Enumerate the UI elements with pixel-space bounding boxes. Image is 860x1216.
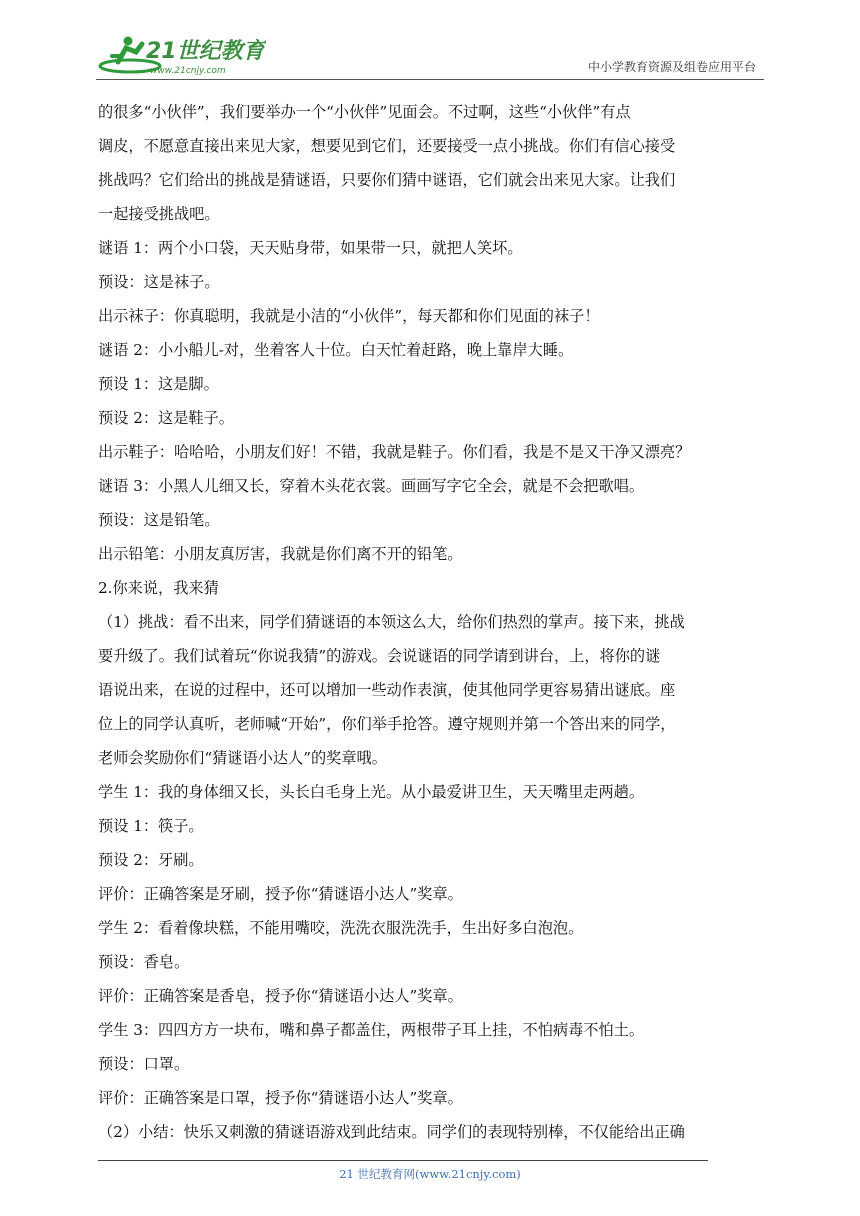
paragraph-line: 的很多“小伙伴”，我们要举办一个“小伙伴”见面会。不过啊，这些“小伙伴”有点 (98, 103, 631, 121)
paragraph-line: 评价：正确答案是口罩，授予你“猜谜语小达人”奖章。 (98, 1089, 463, 1107)
paragraph-line: 评价：正确答案是香皂，授予你“猜谜语小达人”奖章。 (98, 987, 463, 1005)
paragraph-line: （2）小结：快乐又刺激的猜谜语游戏到此结束。同学们的表现特别棒，不仅能给出正确 (98, 1123, 685, 1141)
paragraph-line: 2.你来说，我来猜 (98, 579, 219, 597)
paragraph-line: 评价：正确答案是牙刷，授予你“猜谜语小达人”奖章。 (98, 885, 463, 903)
paragraph-line: 预设 2：这是鞋子。 (98, 409, 234, 427)
header-divider (96, 79, 764, 80)
page-header (96, 28, 764, 80)
paragraph-line: 预设：这是袜子。 (98, 273, 220, 291)
footer-divider (98, 1160, 708, 1161)
footer-source: 21 世纪教育网(www.21cnjy.com) (339, 1167, 521, 1181)
paragraph-line: 一起接受挑战吧。 (98, 205, 220, 223)
paragraph-line: 老师会奖励你们“猜谜语小达人”的奖章哦。 (98, 749, 387, 767)
paragraph-line: 谜语 3：小黑人儿细又长，穿着木头花衣裳。画画写字它全会，就是不会把歌唱。 (98, 477, 645, 495)
paragraph-line: 预设 1：筷子。 (98, 817, 204, 835)
svg-text:21世纪教育: 21世纪教育 (146, 39, 265, 64)
paragraph-line: 位上的同学认真听，老师喊“开始”，你们举手抢答。遵守规则并第一个答出来的同学， (98, 715, 676, 733)
paragraph-line: 语说出来，在说的过程中，还可以增加一些动作表演，使其他同学更容易猜出谜底。座 (98, 681, 676, 699)
site-logo (96, 32, 266, 80)
paragraph-line: 谜语 2：小小船儿-对，坐着客人十位。白天忙着赶路，晚上靠岸大睡。 (98, 341, 574, 359)
paragraph-line: 学生 3：四四方方一块布，嘴和鼻子都盖住，两根带子耳上挂，不怕病毒不怕土。 (98, 1021, 645, 1039)
paragraph-line: 挑战吗？它们给出的挑战是猜谜语，只要你们猜中谜语，它们就会出来见大家。让我们 (98, 171, 676, 189)
document-body (98, 95, 764, 1149)
paragraph-line: 学生 2：看着像块糕，不能用嘴咬，洗洗衣服洗洗手，生出好多白泡泡。 (98, 919, 584, 937)
paragraph-line: 学生 1：我的身体细又长，头长白毛身上光。从小最爱讲卫生，天天嘴里走两趟。 (98, 783, 645, 801)
paragraph-line: 预设：这是铅笔。 (98, 511, 220, 529)
paragraph-line: 预设：香皂。 (98, 953, 190, 971)
paragraph-line: 预设 1：这是脚。 (98, 375, 219, 393)
paragraph-line: 谜语 1：两个小口袋，天天贴身带，如果带一只，就把人笑坏。 (98, 239, 523, 257)
paragraph-line: 预设 2：牙刷。 (98, 851, 204, 869)
paragraph-line: 要升级了。我们试着玩“你说我猜”的游戏。会说谜语的同学请到讲台，上，将你的谜 (98, 647, 661, 665)
paragraph-line: （1）挑战：看不出来，同学们猜谜语的本领这么大，给你们热烈的掌声。接下来，挑战 (98, 613, 685, 631)
platform-title: 中小学教育资源及组卷应用平台 (587, 60, 756, 74)
paragraph-line: 调皮，不愿意直接出来见大家，想要见到它们，还要接受一点小挑战。你们有信心接受 (98, 137, 676, 155)
paragraph-line: 出示铅笔：小朋友真厉害，我就是你们离不开的铅笔。 (98, 545, 463, 563)
paragraph-line: 出示袜子：你真聪明，我就是小洁的“小伙伴”，每天都和你们见面的袜子！ (98, 307, 600, 325)
paragraph-line: 出示鞋子：哈哈哈，小朋友们好！不错，我就是鞋子。你们看，我是不是又干净又漂亮？ (98, 443, 691, 461)
paragraph-line: 预设：口罩。 (98, 1055, 190, 1073)
svg-text:www.21cnjy.com: www.21cnjy.com (150, 66, 226, 76)
